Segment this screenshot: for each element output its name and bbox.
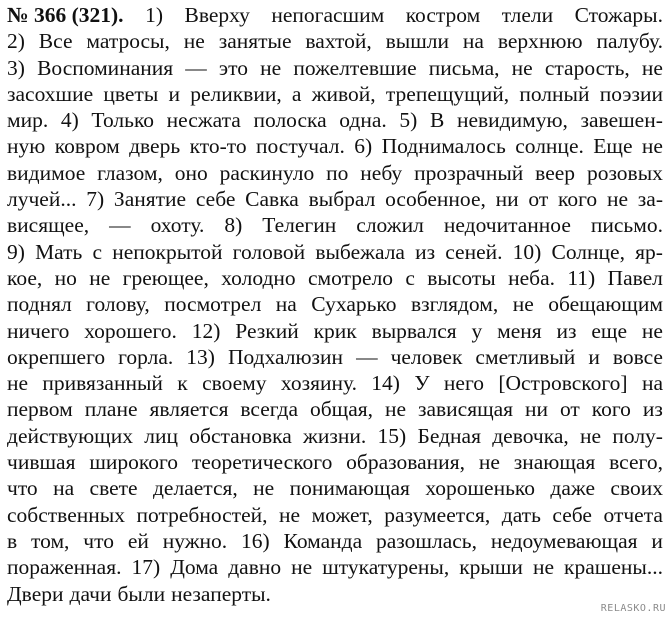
word: ей	[127, 528, 149, 553]
word: Вверху	[184, 3, 250, 27]
text-line	[7, 160, 663, 186]
text-line	[7, 502, 663, 528]
word: потребностей,	[136, 502, 268, 527]
word: 17)	[131, 555, 161, 580]
word: от	[559, 397, 580, 422]
word: но	[54, 265, 77, 290]
word: кого	[591, 397, 631, 422]
word: на	[275, 292, 297, 317]
word: 12)	[191, 318, 221, 343]
word: у	[471, 318, 483, 343]
word: девочка,	[492, 423, 569, 448]
word: Павел	[607, 265, 663, 290]
word: Дома	[170, 555, 219, 580]
word: взглядом,	[410, 292, 499, 317]
word: 5)	[399, 108, 418, 133]
word: вовсе	[612, 344, 663, 369]
word: висящее,	[7, 213, 90, 238]
word: дать	[501, 502, 541, 527]
word: не	[606, 187, 629, 212]
word: невидимую,	[456, 108, 568, 133]
word: Команда	[283, 528, 363, 553]
word: это	[218, 55, 249, 80]
word: непокрытой	[112, 239, 223, 264]
word: является	[149, 397, 229, 422]
word: крыши	[459, 555, 523, 580]
word: засохшие	[7, 81, 94, 106]
word: выбрал	[308, 187, 376, 212]
word: с	[92, 239, 103, 264]
word: даже	[550, 476, 596, 501]
word: себе	[552, 502, 592, 527]
word: в	[7, 528, 18, 553]
word: Телегин	[262, 213, 337, 238]
word: не	[253, 476, 275, 501]
word: человек	[390, 344, 463, 369]
word: посмотрел	[164, 292, 262, 317]
word: действующих	[7, 423, 133, 448]
word: еще	[591, 318, 628, 343]
word: дверь	[129, 134, 181, 159]
word: видимое	[7, 160, 86, 185]
word: не	[89, 265, 111, 290]
word: недоумевающая	[490, 528, 638, 553]
word: обстановка	[189, 423, 292, 448]
word: крашены...	[564, 555, 663, 580]
word: 9)	[7, 239, 25, 264]
word: пожелтевшие	[293, 55, 417, 80]
word: выбежала	[315, 239, 405, 264]
word: 10)	[512, 239, 542, 264]
word: письма,	[428, 55, 500, 80]
text-line	[7, 28, 663, 54]
word: трепещущий,	[385, 81, 510, 106]
word: У	[414, 371, 430, 396]
word: разошлась,	[376, 528, 477, 553]
word: 3)	[7, 55, 25, 80]
word: 13)	[186, 344, 215, 369]
word: 11)	[567, 265, 596, 290]
word: себе	[195, 187, 236, 212]
word: головой	[232, 239, 306, 264]
word: за-	[637, 187, 663, 212]
word: не	[478, 450, 500, 475]
word: из	[556, 318, 577, 343]
word: Савка	[245, 187, 299, 212]
word: —	[356, 344, 378, 369]
word: поэзии	[599, 81, 663, 106]
text-line	[7, 423, 663, 449]
word: и	[588, 344, 600, 369]
text-line	[7, 186, 663, 212]
word: неба.	[508, 265, 555, 290]
word: палубу.	[596, 29, 663, 54]
word: кого	[558, 187, 598, 212]
word: не	[279, 502, 301, 527]
word: высоты	[427, 265, 496, 290]
text-line	[7, 528, 663, 554]
word: глазом,	[97, 160, 163, 185]
word: голову,	[86, 292, 150, 317]
word: понимающая	[289, 476, 410, 501]
site-watermark: RELASKO.RU	[600, 603, 666, 614]
word: 1)	[145, 3, 163, 27]
word: пораженная.	[7, 555, 122, 580]
word: широкого	[89, 450, 179, 475]
word: из	[642, 397, 663, 422]
word: полу-	[612, 423, 663, 448]
word: сложил	[356, 213, 424, 238]
word: постучал.	[256, 134, 345, 159]
exercise-text	[7, 2, 663, 606]
word: кое,	[7, 265, 43, 290]
word: образования,	[346, 450, 465, 475]
word: прозрачный	[414, 160, 524, 185]
text-line	[7, 370, 663, 396]
text-line	[7, 81, 663, 107]
word: теоретического	[191, 450, 333, 475]
word: Мать	[35, 239, 83, 264]
word: цветы	[103, 81, 159, 106]
word: Сухарько	[311, 292, 397, 317]
word: из	[415, 239, 436, 264]
text-line	[7, 396, 663, 422]
word: сметливый	[475, 344, 576, 369]
word: дачи	[69, 581, 112, 606]
word: 4)	[60, 108, 79, 133]
text-line	[7, 344, 663, 370]
text-line	[7, 449, 663, 475]
text-line	[7, 318, 663, 344]
text-line	[7, 2, 663, 28]
word: своему	[202, 371, 267, 396]
word: что	[83, 528, 114, 553]
word: письмо.	[590, 213, 663, 238]
word: старость,	[544, 55, 630, 80]
word: отчета	[603, 502, 663, 527]
word: что	[7, 476, 38, 501]
word: на	[462, 29, 484, 54]
word: Резкий	[235, 318, 299, 343]
word: поднял	[7, 292, 72, 317]
word: свете	[89, 476, 138, 501]
word: не	[512, 292, 534, 317]
word: нужно.	[162, 528, 228, 553]
word: одна.	[339, 108, 387, 133]
word: яр-	[635, 239, 663, 264]
word: полоска	[253, 108, 327, 133]
word: плане	[84, 397, 138, 422]
text-line	[7, 581, 663, 607]
word: не	[511, 55, 533, 80]
word: не	[384, 397, 407, 422]
text-line	[7, 265, 663, 291]
word: от	[528, 187, 549, 212]
word: ничего	[7, 318, 70, 343]
word: непогасшим	[271, 3, 385, 27]
word: не	[532, 555, 555, 580]
word: всегда	[240, 397, 299, 422]
word: собственных	[7, 502, 125, 527]
word: лучей...	[7, 187, 77, 212]
word: на	[53, 476, 75, 501]
word: не	[641, 134, 663, 159]
word: чившая	[7, 450, 76, 475]
word: него	[443, 371, 484, 396]
word: Занятие	[113, 187, 187, 212]
word: жизни.	[303, 423, 367, 448]
word: 2)	[7, 29, 25, 54]
word: штукатурены,	[322, 555, 450, 580]
word: вахтой,	[305, 29, 372, 54]
word: охоту.	[150, 213, 205, 238]
word: 16)	[241, 528, 270, 553]
word: и	[168, 81, 180, 106]
text-line	[7, 239, 663, 265]
word: а	[291, 81, 302, 106]
word: окрепшего	[7, 344, 106, 369]
word: общая,	[309, 397, 374, 422]
word: Воспоминания	[37, 55, 174, 80]
word: не	[7, 371, 29, 396]
word: не	[183, 29, 205, 54]
exercise-number: № 366 (321).	[7, 3, 124, 27]
word: давно	[228, 555, 282, 580]
text-line	[7, 475, 663, 501]
word: костром	[405, 3, 481, 27]
word: не	[291, 555, 313, 580]
word: может,	[311, 502, 373, 527]
word: с	[405, 265, 415, 290]
word: делается,	[152, 476, 238, 501]
word: живой,	[311, 81, 376, 106]
word: Стожары.	[574, 3, 663, 27]
word: 15)	[377, 423, 407, 448]
word: 8)	[224, 213, 243, 238]
word: раскинуло	[219, 160, 315, 185]
text-lines	[7, 2, 663, 607]
word: своих	[610, 476, 663, 501]
word: хозяину.	[280, 371, 357, 396]
word: ни	[525, 397, 549, 422]
word: первом	[7, 397, 73, 422]
word: меня	[497, 318, 542, 343]
text-line	[7, 133, 663, 159]
text-line	[7, 291, 663, 317]
word: знающая	[513, 450, 596, 475]
word: всего,	[609, 450, 663, 475]
word: реликвии,	[190, 81, 282, 106]
word: разумеется,	[384, 502, 491, 527]
word: хорошего.	[84, 318, 177, 343]
word: не	[260, 55, 282, 80]
text-line	[7, 212, 663, 238]
text-line	[7, 55, 663, 81]
word: к	[177, 371, 188, 396]
word: сеней.	[445, 239, 503, 264]
word: на	[641, 371, 663, 396]
word: —	[109, 213, 131, 238]
word: не	[580, 423, 602, 448]
word: том,	[31, 528, 70, 553]
word: несжата	[166, 108, 241, 133]
word: хорошенько	[425, 476, 536, 501]
word: вырвался	[371, 318, 457, 343]
word: вышли	[385, 29, 450, 54]
word: оно	[174, 160, 208, 185]
word: небу	[360, 160, 403, 185]
word: —	[185, 55, 207, 80]
word: горла.	[118, 344, 174, 369]
word: 7)	[86, 187, 105, 212]
word: матросы,	[86, 29, 170, 54]
word: были	[117, 581, 166, 606]
word: смотрело	[308, 265, 394, 290]
word: греющее,	[122, 265, 209, 290]
word: [Островского]	[498, 371, 628, 396]
word: солнце.	[515, 134, 584, 159]
word: 14)	[371, 371, 400, 396]
word: верхнюю	[497, 29, 583, 54]
word: недочитанное	[443, 213, 571, 238]
text-line	[7, 107, 663, 133]
word: Все	[38, 29, 73, 54]
word: В	[429, 108, 445, 133]
word: лиц	[144, 423, 178, 448]
word: крик	[313, 318, 357, 343]
word: не	[641, 55, 663, 80]
word: Солнце,	[551, 239, 625, 264]
word: ную	[7, 134, 46, 159]
word: незаперты.	[171, 581, 271, 606]
word: Бедная	[417, 423, 481, 448]
word: Только	[91, 108, 155, 133]
word: тлели	[501, 3, 554, 27]
word: занятые	[218, 29, 292, 54]
word: ни	[495, 187, 519, 212]
word: ковром	[54, 134, 120, 159]
word: не	[641, 318, 663, 343]
word: полный	[519, 81, 590, 106]
word: особенное,	[385, 187, 486, 212]
word: и	[651, 528, 663, 553]
word: 6)	[354, 134, 373, 159]
word: розовых	[586, 160, 663, 185]
word: веер	[535, 160, 576, 185]
word: привязанный	[42, 371, 163, 396]
word: Подхалюзин	[227, 344, 344, 369]
word: по	[326, 160, 349, 185]
word: обещающим	[548, 292, 663, 317]
word: завешен-	[580, 108, 663, 133]
word: Еще	[593, 134, 633, 159]
word: кто-то	[189, 134, 247, 159]
word: зависящая	[417, 397, 514, 422]
word: Поднималось	[381, 134, 506, 159]
word: холодно	[221, 265, 296, 290]
word: Двери	[7, 581, 64, 606]
text-line	[7, 554, 663, 580]
word: мир.	[7, 108, 49, 133]
